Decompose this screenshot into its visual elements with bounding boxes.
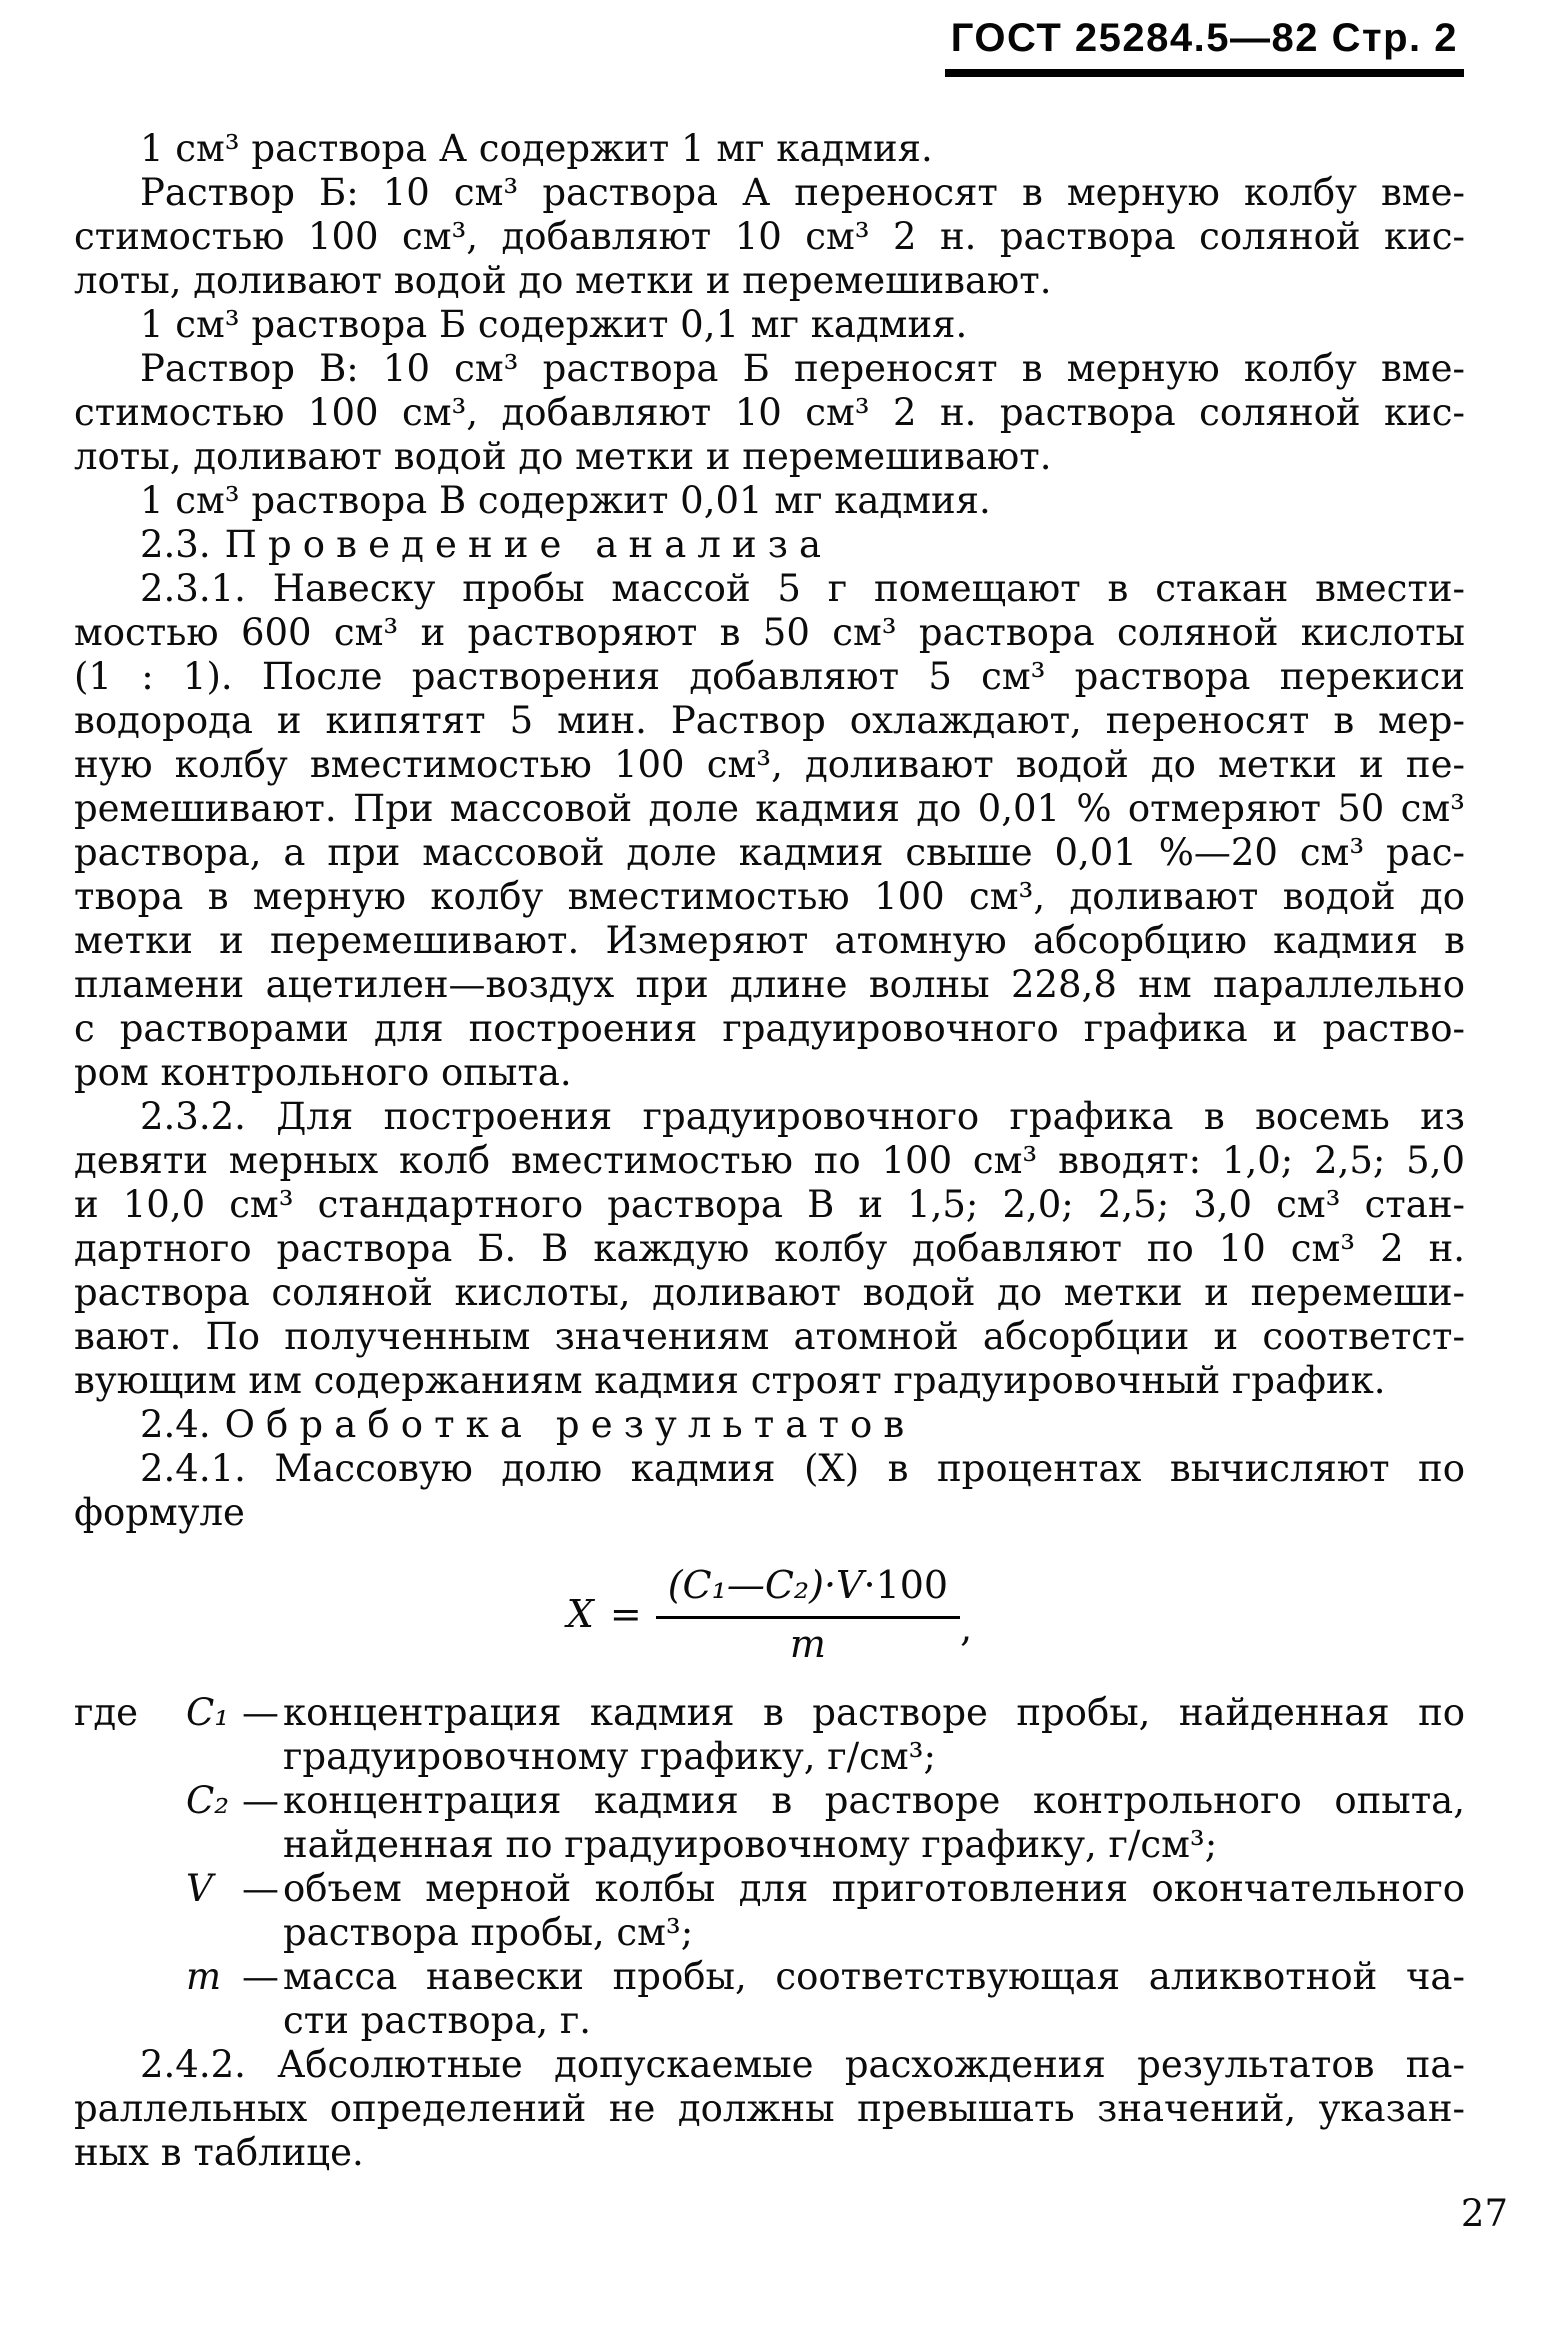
paragraph-2-4-2 [74,2043,1465,2175]
text-line: 2.3.1. Навеску пробы массой 5 г помещают в стакан вмести- [140,567,1465,610]
text-line: 1 см³ раствора В содержит 0,01 мг кадмия. [140,479,991,522]
definition-term: C₂ [186,1779,230,1822]
text-line: раствора соляной кислоты, доливают водой до метки и перемеши- [74,1271,1465,1314]
section-heading-2-3 [74,523,1465,567]
text-line: лоты, доливают водой до метки и перемешивают. [74,259,1052,302]
definition-item [74,1779,1465,1867]
definition-line: концентрация кадмия в растворе пробы, найденная по [283,1691,1465,1734]
formula-denominator: m [789,1621,826,1666]
text-line: (1 : 1). После растворения добавляют 5 см³ раствора перекиси [74,655,1465,698]
section-title: Обработка результатов [224,1403,916,1446]
document-title: ГОСТ 25284.5—82 Стр. 2 [945,16,1464,77]
section-title: Проведение анализа [224,523,833,566]
definition-line: найденная по градуировочному графику, г/см³; [283,1823,1218,1866]
text-line: твора в мерную колбу вместимостью 100 см³, доливают водой до [74,875,1465,918]
definition-line: градуировочному графику, г/см³; [283,1735,936,1778]
page-number: 27 [1460,2192,1508,2235]
paragraph-solution-b-content [74,303,1465,347]
paragraph-2-4-1 [74,1447,1465,1535]
text-line: Раствор В: 10 см³ раствора Б переносят в мерную колбу вме- [140,347,1465,390]
text-line: стимостью 100 см³, добавляют 10 см³ 2 н. раствора соляной кис- [74,215,1465,258]
text-line: пламени ацетилен—воздух при длине волны 228,8 нм параллельно [74,963,1465,1006]
paragraph-solution-v-content [74,479,1465,523]
text-line: вают. По полученным значениям атомной абсорбции и соответст- [74,1315,1465,1358]
page-header [0,16,1464,77]
text-line: лоты, доливают водой до метки и перемешивают. [74,435,1052,478]
text-line: дартного раствора Б. В каждую колбу добавляют по 10 см³ 2 н. [74,1227,1465,1270]
text-line: мостью 600 см³ и растворяют в 50 см³ раствора соляной кислоты [74,611,1465,654]
section-number: 2.4. [140,1403,211,1446]
definition-item [74,1691,1465,1779]
section-heading-2-4 [74,1403,1465,1447]
paragraph-solution-b [74,171,1465,303]
paragraph-2-3-2 [74,1095,1465,1403]
text-line: девяти мерных колб вместимостью по 100 см³ вводят: 1,0; 2,5; 5,0 [74,1139,1465,1182]
text-line: стимостью 100 см³, добавляют 10 см³ 2 н. раствора соляной кис- [74,391,1465,434]
text-line: раствора, а при массовой доле кадмия свыше 0,01 %—20 см³ рас- [74,831,1465,874]
section-number: 2.3. [140,523,211,566]
text-line: ремешивают. При массовой доле кадмия до 0,01 % отмеряют 50 см³ [74,787,1465,830]
formula-numerator: (C₁—C₂)·V·100 [656,1564,960,1619]
text-line: 2.4.2. Абсолютные допускаемые расхождения результатов па- [140,2043,1465,2086]
definition-list [74,1691,1465,2043]
definition-term: C₁ [186,1691,230,1734]
definition-item [74,1867,1465,1955]
text-line: водорода и кипятят 5 мин. Раствор охлаждают, переносят в мер- [74,699,1465,742]
text-line: ных в таблице. [74,2131,364,2174]
formula-lhs: X [566,1592,594,1637]
text-line: 2.4.1. Массовую долю кадмия (X) в процентах вычисляют по [140,1447,1465,1490]
formula-comma: , [960,1606,973,1651]
formula-equals: = [609,1592,642,1637]
text-line: раллельных определений не должны превышать значений, указан- [74,2087,1465,2130]
document-page [0,16,1560,2325]
text-line: 1 см³ раствора А содержит 1 мг кадмия. [140,127,933,170]
text-line: Раствор Б: 10 см³ раствора А переносят в мерную колбу вме- [140,171,1465,214]
definition-dash: — [242,1867,279,1910]
formula-fraction [656,1564,960,1666]
paragraph-solution-a [74,127,1465,171]
text-line: метки и перемешивают. Измеряют атомную абсорбцию кадмия в [74,919,1465,962]
text-line: ром контрольного опыта. [74,1051,572,1094]
definition-line: концентрация кадмия в растворе контрольного опыта, [283,1779,1465,1822]
formula [74,1551,1465,1679]
paragraph-solution-v [74,347,1465,479]
definition-item [74,1955,1465,2043]
text-line: 2.3.2. Для построения градуировочного графика в восемь из [140,1095,1465,1138]
definition-line: раствора пробы, см³; [283,1911,694,1954]
text-line: с растворами для построения градуировочного графика и раство- [74,1007,1465,1050]
definition-dash: — [242,1691,279,1734]
definition-dash: — [242,1779,279,1822]
definition-term: V [186,1867,213,1910]
definition-dash: — [242,1955,279,1998]
definition-line: масса навески пробы, соответствующая аликвотной ча- [283,1955,1465,1998]
definition-intro: где [74,1691,139,1734]
text-line: и 10,0 см³ стандартного раствора В и 1,5; 2,0; 2,5; 3,0 см³ стан- [74,1183,1465,1226]
text-line: 1 см³ раствора Б содержит 0,1 мг кадмия. [140,303,968,346]
definition-term: m [186,1955,222,1998]
document-body [74,127,1465,2175]
paragraph-2-3-1 [74,567,1465,1095]
definition-line: объем мерной колбы для приготовления окончательного [283,1867,1465,1910]
text-line: ную колбу вместимостью 100 см³, доливают водой до метки и пе- [74,743,1465,786]
definition-line: сти раствора, г. [283,1999,592,2042]
text-line: формуле [74,1491,245,1534]
text-line: вующим им содержаниям кадмия строят градуировочный график. [74,1359,1386,1402]
